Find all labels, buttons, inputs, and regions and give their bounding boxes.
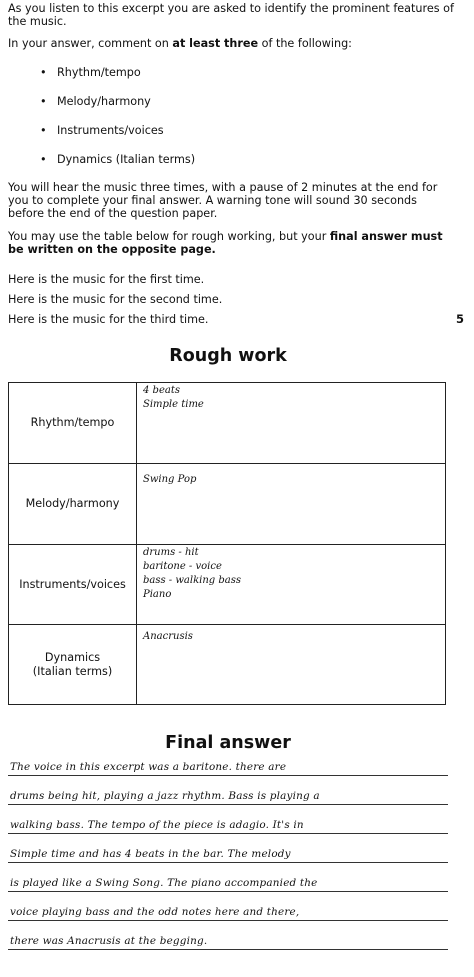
first-time-text: Here is the music for the first time.	[8, 273, 205, 286]
table-row	[9, 383, 446, 464]
second-time-text: Here is the music for the second time.	[8, 293, 223, 306]
answer-line: voice playing bass and the odd notes here and there,	[10, 906, 300, 918]
table-note: You may use the table below for rough working, but your final answer must be written on the opposite page.	[8, 230, 443, 256]
repeat-note: You will hear the music three times, with a pause of 2 minutes at the end for you to complete your final answer. A warning tone will sound 30 seconds before the end of the question paper.	[8, 181, 438, 220]
comment-instruction: In your answer, comment on at least three of the following:	[8, 37, 352, 50]
answer-line: walking bass. The tempo of the piece is adagio. It's in	[10, 819, 304, 831]
answer-rule	[8, 920, 448, 921]
row-label: Dynamics (Italian terms)	[9, 625, 137, 705]
answer-line: Simple time and has 4 beats in the bar. The melody	[10, 848, 291, 860]
row-label: Rhythm/tempo	[9, 383, 137, 464]
answer-rule	[8, 804, 448, 805]
handwritten-notes: drums - hit baritone - voice bass - walking bass Piano	[137, 545, 446, 625]
handwritten-notes: 4 beats Simple time	[137, 383, 446, 464]
answer-rule	[8, 862, 448, 863]
answer-rule	[8, 949, 448, 950]
table-row	[9, 464, 446, 545]
answer-line: The voice in this excerpt was a baritone. there are	[10, 761, 287, 773]
table-row	[9, 545, 446, 625]
rough-work-heading: Rough work	[169, 346, 287, 366]
answer-rule	[8, 833, 448, 834]
marks-value: 5	[455, 312, 464, 326]
third-time-text: Here is the music for the third time.	[8, 313, 209, 326]
table-row	[9, 625, 446, 705]
answer-rule	[8, 775, 448, 776]
row-label: Instruments/voices	[9, 545, 137, 625]
answer-rule	[8, 891, 448, 892]
final-answer-heading: Final answer	[165, 733, 291, 753]
answer-line: is played like a Swing Song. The piano accompanied the	[10, 877, 318, 889]
row-label: Melody/harmony	[9, 464, 137, 545]
answer-line: there was Anacrusis at the begging.	[10, 935, 208, 947]
handwritten-notes: Swing Pop	[137, 464, 446, 545]
answer-line: drums being hit, playing a jazz rhythm. Bass is playing a	[10, 790, 320, 802]
handwritten-notes: Anacrusis	[137, 625, 446, 705]
intro-text: As you listen to this excerpt you are asked to identify the prominent features of the music.	[8, 2, 454, 28]
rough-work-table	[8, 382, 446, 705]
